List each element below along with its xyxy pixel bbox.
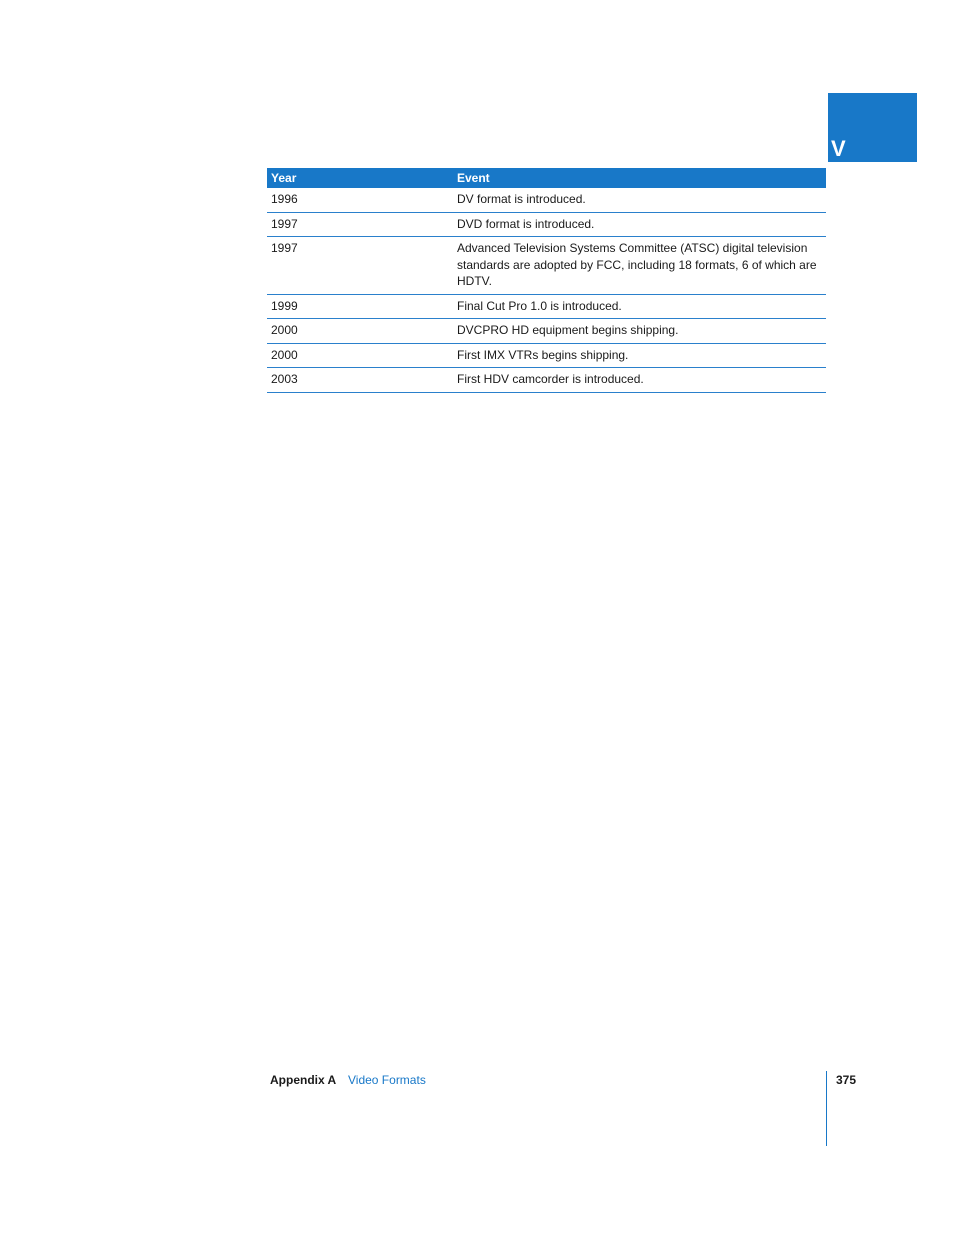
event-cell: Advanced Television Systems Committee (ATSC) digital television standards are adopted by FCC, including 18 formats, 6 of which are HDTV. bbox=[453, 237, 826, 295]
video-format-timeline-table bbox=[267, 168, 826, 393]
table-row bbox=[267, 368, 826, 393]
year-cell: 1997 bbox=[267, 212, 453, 237]
event-cell: First HDV camcorder is introduced. bbox=[453, 368, 826, 393]
event-cell: DVCPRO HD equipment begins shipping. bbox=[453, 319, 826, 344]
year-cell: 2000 bbox=[267, 343, 453, 368]
event-cell: First IMX VTRs begins shipping. bbox=[453, 343, 826, 368]
chapter-tab-letter: V bbox=[831, 136, 846, 161]
column-header-year: Year bbox=[267, 168, 453, 188]
event-cell: Final Cut Pro 1.0 is introduced. bbox=[453, 294, 826, 319]
chapter-tab bbox=[828, 93, 917, 162]
table-header-row bbox=[267, 168, 826, 188]
table-row bbox=[267, 319, 826, 344]
table-row bbox=[267, 343, 826, 368]
page-number: 375 bbox=[836, 1073, 857, 1087]
year-cell: 2000 bbox=[267, 319, 453, 344]
column-header-event: Event bbox=[453, 168, 826, 188]
year-cell: 1996 bbox=[267, 188, 453, 212]
year-cell: 2003 bbox=[267, 368, 453, 393]
event-cell: DV format is introduced. bbox=[453, 188, 826, 212]
table-row bbox=[267, 188, 826, 212]
footer-divider bbox=[826, 1071, 827, 1146]
year-cell: 1999 bbox=[267, 294, 453, 319]
event-cell: DVD format is introduced. bbox=[453, 212, 826, 237]
table-row bbox=[267, 237, 826, 295]
table-row bbox=[267, 212, 826, 237]
year-cell: 1997 bbox=[267, 237, 453, 295]
table-row bbox=[267, 294, 826, 319]
footer-section-link[interactable]: Video Formats bbox=[348, 1073, 426, 1087]
footer-appendix-label: Appendix A bbox=[270, 1073, 337, 1087]
